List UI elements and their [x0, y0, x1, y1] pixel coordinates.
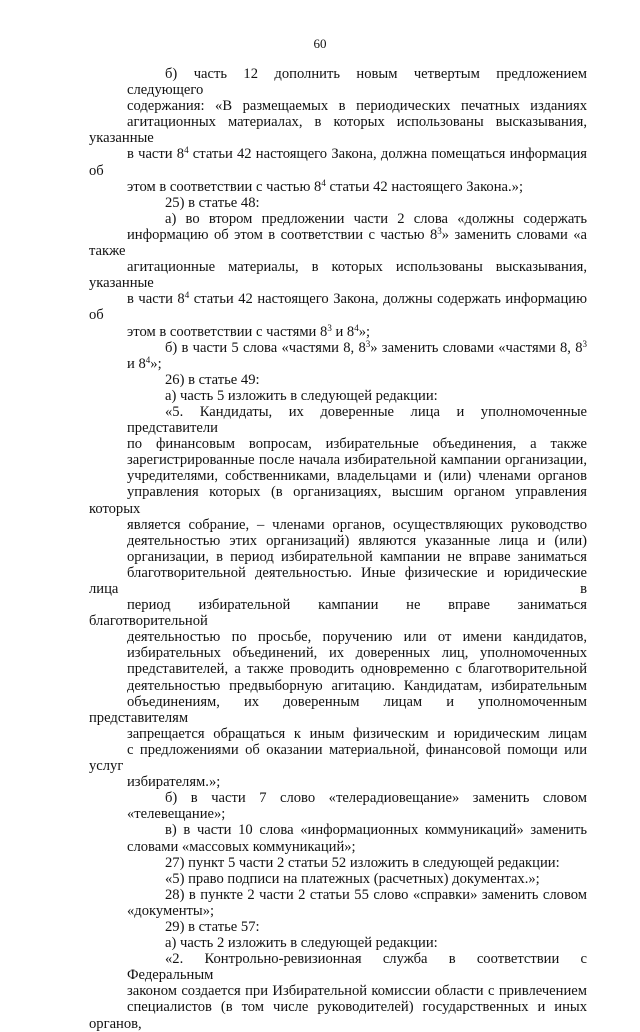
text-line: 29) в статье 57: — [165, 918, 260, 935]
text-line: а) часть 2 изложить в следующей редакции: — [165, 935, 438, 952]
paragraph — [89, 372, 587, 388]
document-body — [89, 66, 587, 1032]
text-line: зарегистрированные после начала избирательной кампании организации, — [127, 452, 587, 469]
paragraph — [89, 951, 587, 1031]
text-line: учредителями, собственниками, владельцами и (или) членами органов — [127, 468, 587, 485]
text-line: деятельностью по просьбе, поручению или от имени кандидатов, — [127, 629, 587, 646]
paragraph — [89, 855, 587, 871]
paragraph — [89, 790, 587, 822]
text-line: организации, в период избирательной кампании не вправе заниматься — [127, 548, 587, 565]
text-line: б) часть 12 дополнить новым четвертым предложением следующего — [127, 66, 587, 99]
text-line: «5. Кандидаты, их доверенные лица и уполномоченные представители — [127, 403, 587, 437]
text-line: словами «массовых коммуникаций»; — [127, 838, 356, 855]
text-line: запрещается обращаться к иным физическим и юридическим лицам — [127, 725, 587, 742]
text-line: по финансовым вопросам, избирательные объединения, а также — [127, 436, 587, 453]
text-line: деятельностью этих организаций) являются указанные лица и (или) — [127, 532, 587, 549]
text-line: избирателям.»; — [127, 774, 221, 791]
paragraph — [89, 195, 587, 211]
text-line: благотворительной деятельностью. Иные физические и юридические лица в — [89, 564, 587, 597]
text-line: 26) в статье 49: — [165, 371, 260, 388]
text-line: объединениям, их доверенным лицам и уполномоченным представителям — [89, 693, 587, 726]
paragraph — [89, 919, 587, 935]
paragraph — [89, 388, 587, 404]
text-line: б) в части 5 слова «частями 8, $8^3$» заменить словами «частями 8, $8^3$ и $8^4$»; — [127, 338, 587, 372]
text-line: агитационных материалах, в которых использованы высказывания, указанные — [89, 114, 587, 147]
text-line: период избирательной кампании не вправе заниматься благотворительной — [89, 597, 587, 630]
text-line: 25) в статье 48: — [165, 194, 260, 211]
text-line: «2. Контрольно-ревизионная служба в соответствии с Федеральным — [127, 951, 587, 984]
text-line: содержания: «В размещаемых в периодических печатных изданиях — [127, 98, 587, 115]
text-line: представителей, а также проводить одновременно с благотворительной — [127, 661, 587, 678]
paragraph — [89, 887, 587, 919]
text-line: информацию об этом в соответствии с частью $8^3$» заменить словами «а также — [89, 225, 588, 260]
text-line: управления которых (в организациях, высшим органом управления которых — [89, 484, 587, 517]
text-line: «документы»; — [127, 902, 215, 919]
text-line: б) в части 7 слово «телерадиовещание» заменить словом «телевещание»; — [127, 790, 587, 823]
text-line: 28) в пункте 2 части 2 статьи 55 слово «справки» заменить словом — [165, 886, 587, 903]
paragraph — [89, 404, 587, 790]
text-line: в) в части 10 слова «информационных коммуникаций» заменить — [165, 822, 587, 839]
text-line: деятельностью предвыборную агитацию. Кандидатам, избирательным — [127, 677, 587, 694]
paragraph — [89, 871, 587, 887]
text-line: является собрание, – членами органов, осуществляющих руководство — [127, 516, 587, 533]
paragraph — [89, 935, 587, 951]
paragraph — [89, 211, 587, 340]
text-line: а) часть 5 изложить в следующей редакции: — [165, 387, 438, 404]
text-line: этом в соответствии с частью $8^4$ статьи 42 настоящего Закона.»; — [127, 177, 524, 195]
text-line: этом в соответствии с частями $8^3$ и $8^4$»; — [127, 322, 371, 340]
text-line: а) во втором предложении части 2 слова «должны содержать — [165, 210, 587, 227]
text-line: «5) право подписи на платежных (расчетных) документах.»; — [165, 870, 540, 887]
paragraph — [89, 822, 587, 854]
page-number: 60 — [313, 36, 327, 51]
paragraph — [89, 66, 587, 195]
text-line: агитационные материалы, в которых использованы высказывания, указанные — [89, 259, 587, 292]
text-line: избирательных объединений, их доверенных лиц, уполномоченных — [127, 645, 587, 662]
text-line: законом создается при Избирательной комиссии области с привлечением — [127, 983, 587, 1000]
text-line: специалистов (в том числе руководителей) государственных и иных органов, — [89, 999, 587, 1032]
text-line: 27) пункт 5 части 2 статьи 52 изложить в следующей редакции: — [165, 854, 560, 871]
text-line: в части $8^4$ статьи 42 настоящего Закона, должна помещаться информация об — [89, 145, 587, 179]
paragraph — [89, 340, 587, 372]
text-line: в части $8^4$ статьи 42 настоящего Закона, должны содержать информацию об — [89, 290, 587, 324]
text-line: с предложениями об оказании материальной, финансовой помощи или услуг — [89, 741, 587, 775]
